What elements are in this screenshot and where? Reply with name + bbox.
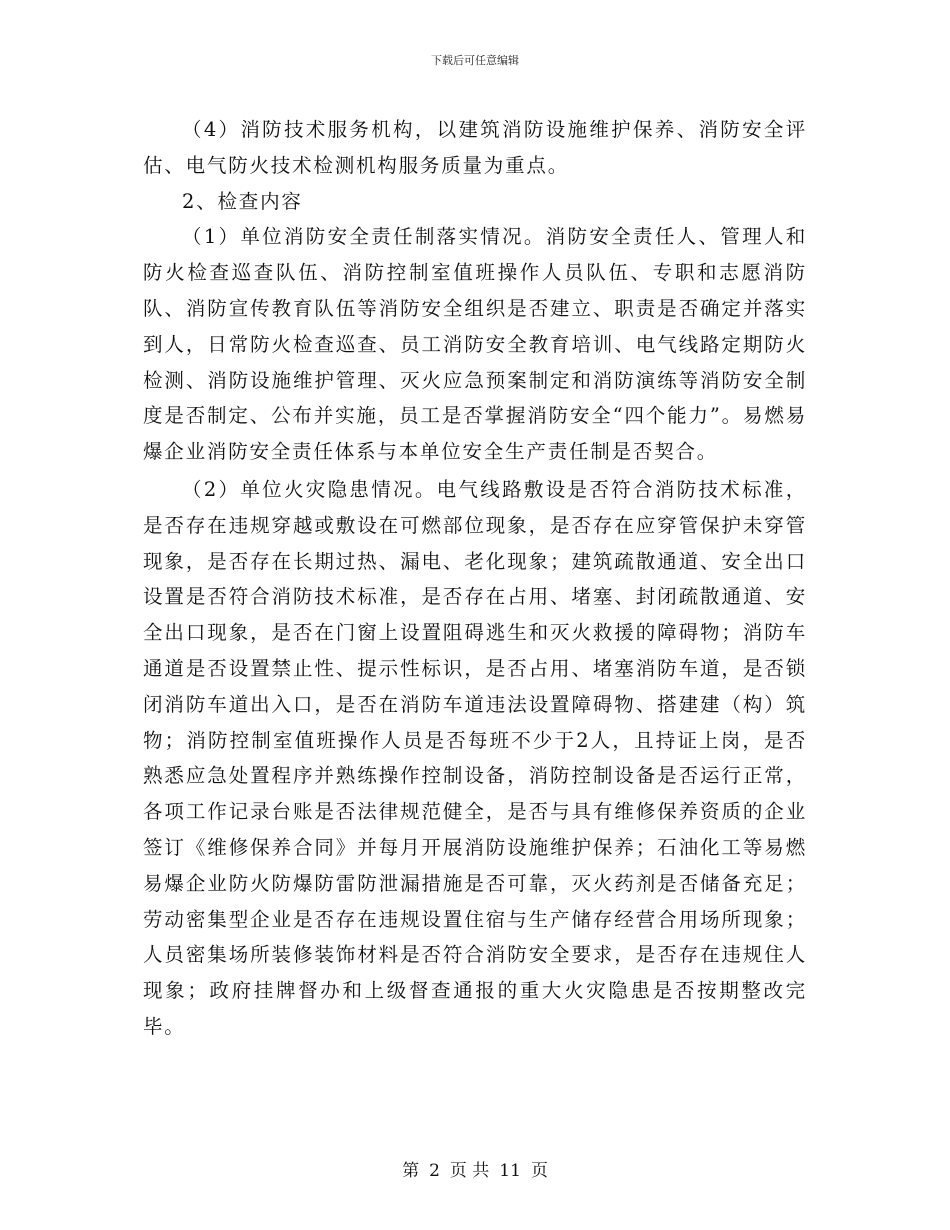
document-body [143,112,807,1045]
page-number: 2 [429,1161,440,1181]
page-footer [0,1156,950,1181]
paragraph-fire-hazards: （2）单位火灾隐患情况。电气线路敷设是否符合消防技术标准，是否存在违规穿越或敷设在可燃部位现象，是否存在应穿管保护未穿管现象，是否存在长期过热、漏电、老化现象；建筑疏散通道、安全出口设置是否符合消防技术标准，是否存在占用、堵塞、封闭疏散通道、安全出口现象，是否在门窗上设置阻碍逃生和灭火救援的障碍物；消防车通道是否设置禁止性、提示性标识，是否占用、堵塞消防车道，是否锁闭消防车道出入口，是否在消防车道违法设置障碍物、搭建建（构）筑物；消防控制室值班操作人员是否每班不少于2人，且持证上岗，是否熟悉应急处置程序并熟练操作控制设备，消防控制设备是否运行正常，各项工作记录台账是否法律规范健全，是否与具有维修保养资质的企业签订《维修保养合同》并每月开展消防设施维护保养；石油化工等易燃易爆企业防火防爆防雷防泄漏措施是否可靠，灭火药剂是否储备充足；劳动密集型企业是否存在违规设置住宿与生产储存经营合用场所现象；人员密集场所装修装饰材料是否符合消防安全要求，是否存在违规住人现象；政府挂牌督办和上级督查通报的重大火灾隐患是否按期整改完毕。 [143,477,807,1038]
paragraph-responsibility: （1）单位消防安全责任制落实情况。消防安全责任人、管理人和防火检查巡查队伍、消防控制室值班操作人员队伍、专职和志愿消防队、消防宣传教育队伍等消防安全组织是否建立、职责是否确定并落实到人，日常防火检查巡查、员工消防安全教育培训、电气线路定期防火检测、消防设施维护管理、灭火应急预案制定和消防演练等消防安全制度是否制定、公布并实施，员工是否掌握消防安全“四个能力”。易燃易爆企业消防安全责任体系与本单位安全生产责任制是否契合。 [143,225,807,464]
footer-prefix: 第 [402,1161,420,1181]
section-heading-inspection-content: 2、检查内容 [182,189,303,213]
total-pages: 11 [499,1161,521,1181]
page-header: 下载后可任意编辑 [431,54,519,67]
footer-suffix: 页 [530,1161,548,1181]
footer-middle: 页 共 [449,1161,490,1181]
paragraph-item-4: （4）消防技术服务机构，以建筑消防设施维护保养、消防安全评估、电气防火技术检测机构服务质量为重点。 [143,118,807,177]
